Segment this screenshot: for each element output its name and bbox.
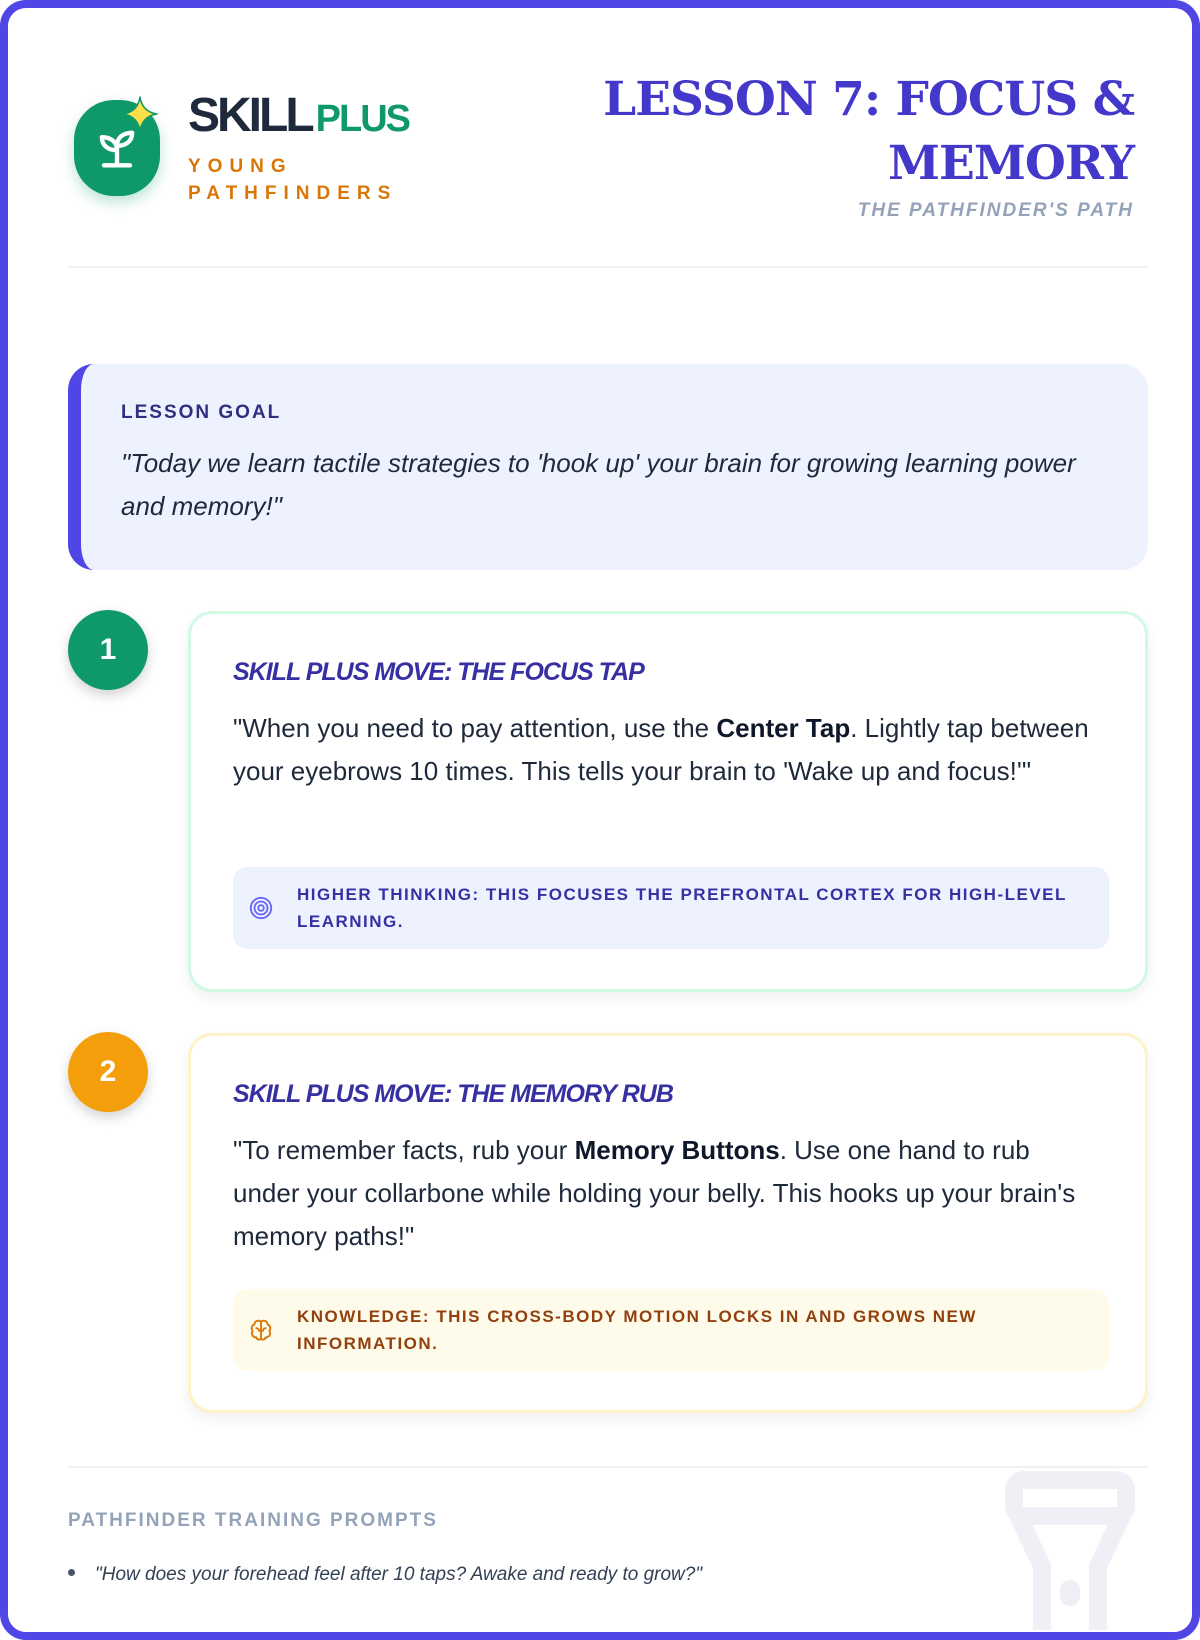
- page-title: LESSON 7: FOCUS & MEMORY: [603, 72, 1134, 191]
- step-title: SKILL PLUS MOVE: THE FOCUS TAP: [233, 658, 644, 686]
- prompt-text: "How does your forehead feel after 10 taps? Awake and ready to grow?": [95, 1564, 703, 1585]
- step-note: [233, 867, 1109, 949]
- header-divider: [68, 266, 1148, 268]
- step-body-highlight: Center Tap: [716, 713, 851, 743]
- step-number-2: 2: [68, 1032, 148, 1112]
- brand-tagline: YOUNG PATHFINDERS: [188, 156, 398, 204]
- step-card-focus-tap: [188, 611, 1148, 992]
- list-item: [68, 1564, 702, 1586]
- bullet-icon: [68, 1569, 75, 1576]
- page-subtitle: THE PATHFINDER'S PATH: [857, 200, 1134, 221]
- step-body-highlight: Memory Buttons: [574, 1135, 780, 1165]
- brand: [188, 89, 428, 207]
- step-title: SKILL PLUS MOVE: THE MEMORY RUB: [233, 1080, 673, 1108]
- step-body-text: "To remember facts, rub your: [233, 1135, 575, 1165]
- step-card-memory-rub: [188, 1033, 1148, 1413]
- brand-plus: PLUS: [315, 98, 410, 140]
- lesson-goal-label: LESSON GOAL: [121, 402, 282, 423]
- brand-skill: SKILL: [188, 89, 312, 142]
- sparkle-icon: [120, 94, 160, 134]
- lesson-goal-text: "Today we learn tactile strategies to 'hook up' your brain for growing learning power and memory!": [121, 448, 1076, 521]
- prompts-heading: PATHFINDER TRAINING PROMPTS: [68, 1510, 438, 1531]
- step-body: [233, 707, 1103, 793]
- lesson-goal-box: [68, 364, 1148, 570]
- step-body-text: . Use one hand to rub under your collarbone while holding your belly. This hooks up your brain's memory paths!": [233, 1135, 1076, 1251]
- step-body-text: . Lightly tap between your eyebrows 10 times. This tells your brain to 'Wake up and focus!'": [233, 713, 1089, 786]
- target-icon: [247, 894, 275, 922]
- step-body-text: "When you need to pay attention, use the: [233, 713, 717, 743]
- step-note: [233, 1289, 1109, 1371]
- step-note-text: HIGHER THINKING: THIS FOCUSES THE PREFRONTAL CORTEX FOR HIGH-LEVEL LEARNING.: [297, 885, 1067, 931]
- prompts-divider: [68, 1466, 1148, 1468]
- brain-icon: [247, 1316, 275, 1344]
- step-body: [233, 1129, 1103, 1258]
- step-number-1: 1: [68, 610, 148, 690]
- step-note-text: KNOWLEDGE: THIS CROSS-BODY MOTION LOCKS IN AND GROWS NEW INFORMATION.: [297, 1307, 977, 1353]
- brand-wordmark: [188, 89, 428, 143]
- flashlight-icon: [1004, 1470, 1136, 1630]
